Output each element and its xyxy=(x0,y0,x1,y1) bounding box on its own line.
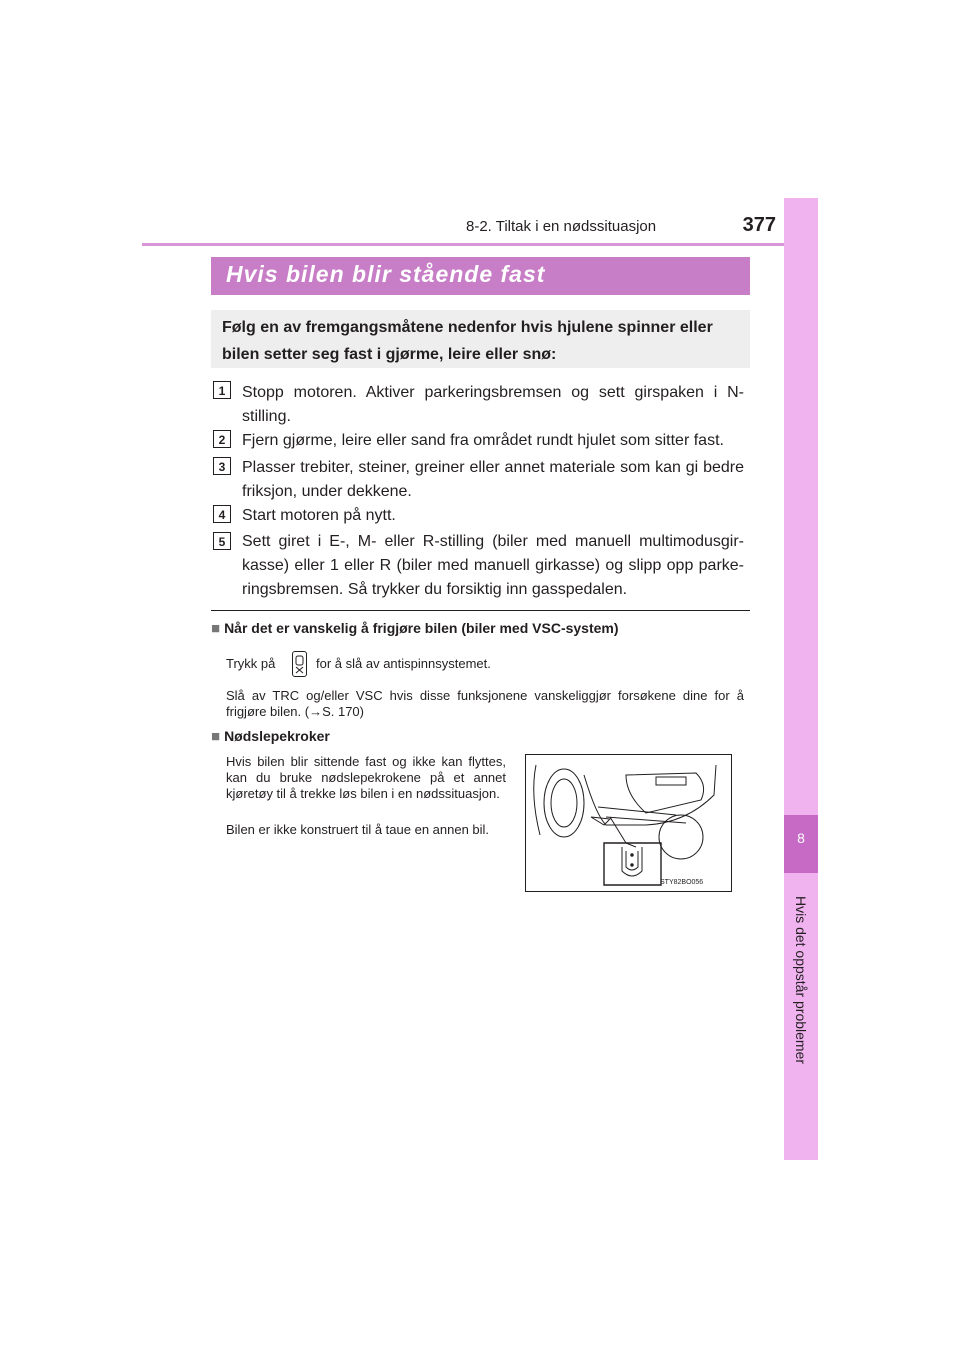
release-press-after-text: for å slå av antispinnsystemet. xyxy=(316,656,491,671)
car-underside-drawing xyxy=(526,755,731,891)
step-4-badge: 4 xyxy=(213,505,231,523)
step-2-text: Fjern gjørme, leire eller sand fra området rundt hjulet som sitter fast. xyxy=(242,432,724,449)
page-title: Hvis bilen blir stående fast xyxy=(226,261,546,287)
trc-off-glyph-icon xyxy=(293,652,306,676)
step-5-text: Sett giret i E-, M- eller R-stilling (biler med manuell multimodusgir-kasse) eller 1 eller R (biler med manuell girkasse) og slipp opp parke-ringsbremsen. Så trykker du forsiktig inn gasspedalen. xyxy=(242,533,744,598)
step-3-badge: 3 xyxy=(213,457,231,475)
intro-text: Følg en av fremgangsmåtene nedenfor hvis hjulene spinner eller bilen setter seg fast i gjørme, leire eller snø: xyxy=(222,319,713,363)
chapter-number: 8 xyxy=(797,830,805,846)
chapter-title: Hvis det oppstår problemer xyxy=(793,895,809,1065)
header-rule xyxy=(142,243,818,246)
page-number: 377 xyxy=(742,214,776,236)
step-5-badge: 5 xyxy=(213,532,231,550)
step-1-text: Stopp motoren. Aktiver parkeringsbremsen og sett girspaken i N-stilling. xyxy=(242,384,744,425)
step-2-badge: 2 xyxy=(213,430,231,448)
trc-off-switch-icon xyxy=(292,651,307,677)
hooks-note-heading: ■ Nødslepekroker xyxy=(211,728,330,745)
notes-divider xyxy=(211,610,750,611)
hooks-note-text: Hvis bilen blir sittende fast og ikke kan flyttes, kan du bruke nødslepekrokene på et annet kjøretøy til å trekke løs bilen i en nødssituasjon. xyxy=(226,754,506,801)
release-press-text: Trykk på xyxy=(226,656,276,671)
tow-hook-illustration xyxy=(525,754,732,892)
release-note-text: Slå av TRC og/eller VSC hvis disse funksjonene vanskeliggjør forsøkene dine for å frigjøre bilen. (→S. 170) xyxy=(226,688,744,719)
step-1-badge: 1 xyxy=(213,381,231,399)
section-label: 8-2. Tiltak i en nødssituasjon xyxy=(466,218,657,235)
step-4-text: Start motoren på nytt. xyxy=(242,507,396,524)
illustration-code: STY82BO056 xyxy=(660,879,704,886)
square-bullet-icon: ■ xyxy=(211,620,221,637)
release-note-heading: ■ Når det er vanskelig å frigjøre bilen (biler med VSC-system) xyxy=(211,620,619,637)
step-3-text: Plasser trebiter, steiner, greiner eller annet materiale som kan gi bedre friksjon, under dekkene. xyxy=(242,459,744,500)
square-bullet-icon: ■ xyxy=(211,728,221,745)
hooks-note-text-2: Bilen er ikke konstruert til å taue en annen bil. xyxy=(226,822,490,837)
